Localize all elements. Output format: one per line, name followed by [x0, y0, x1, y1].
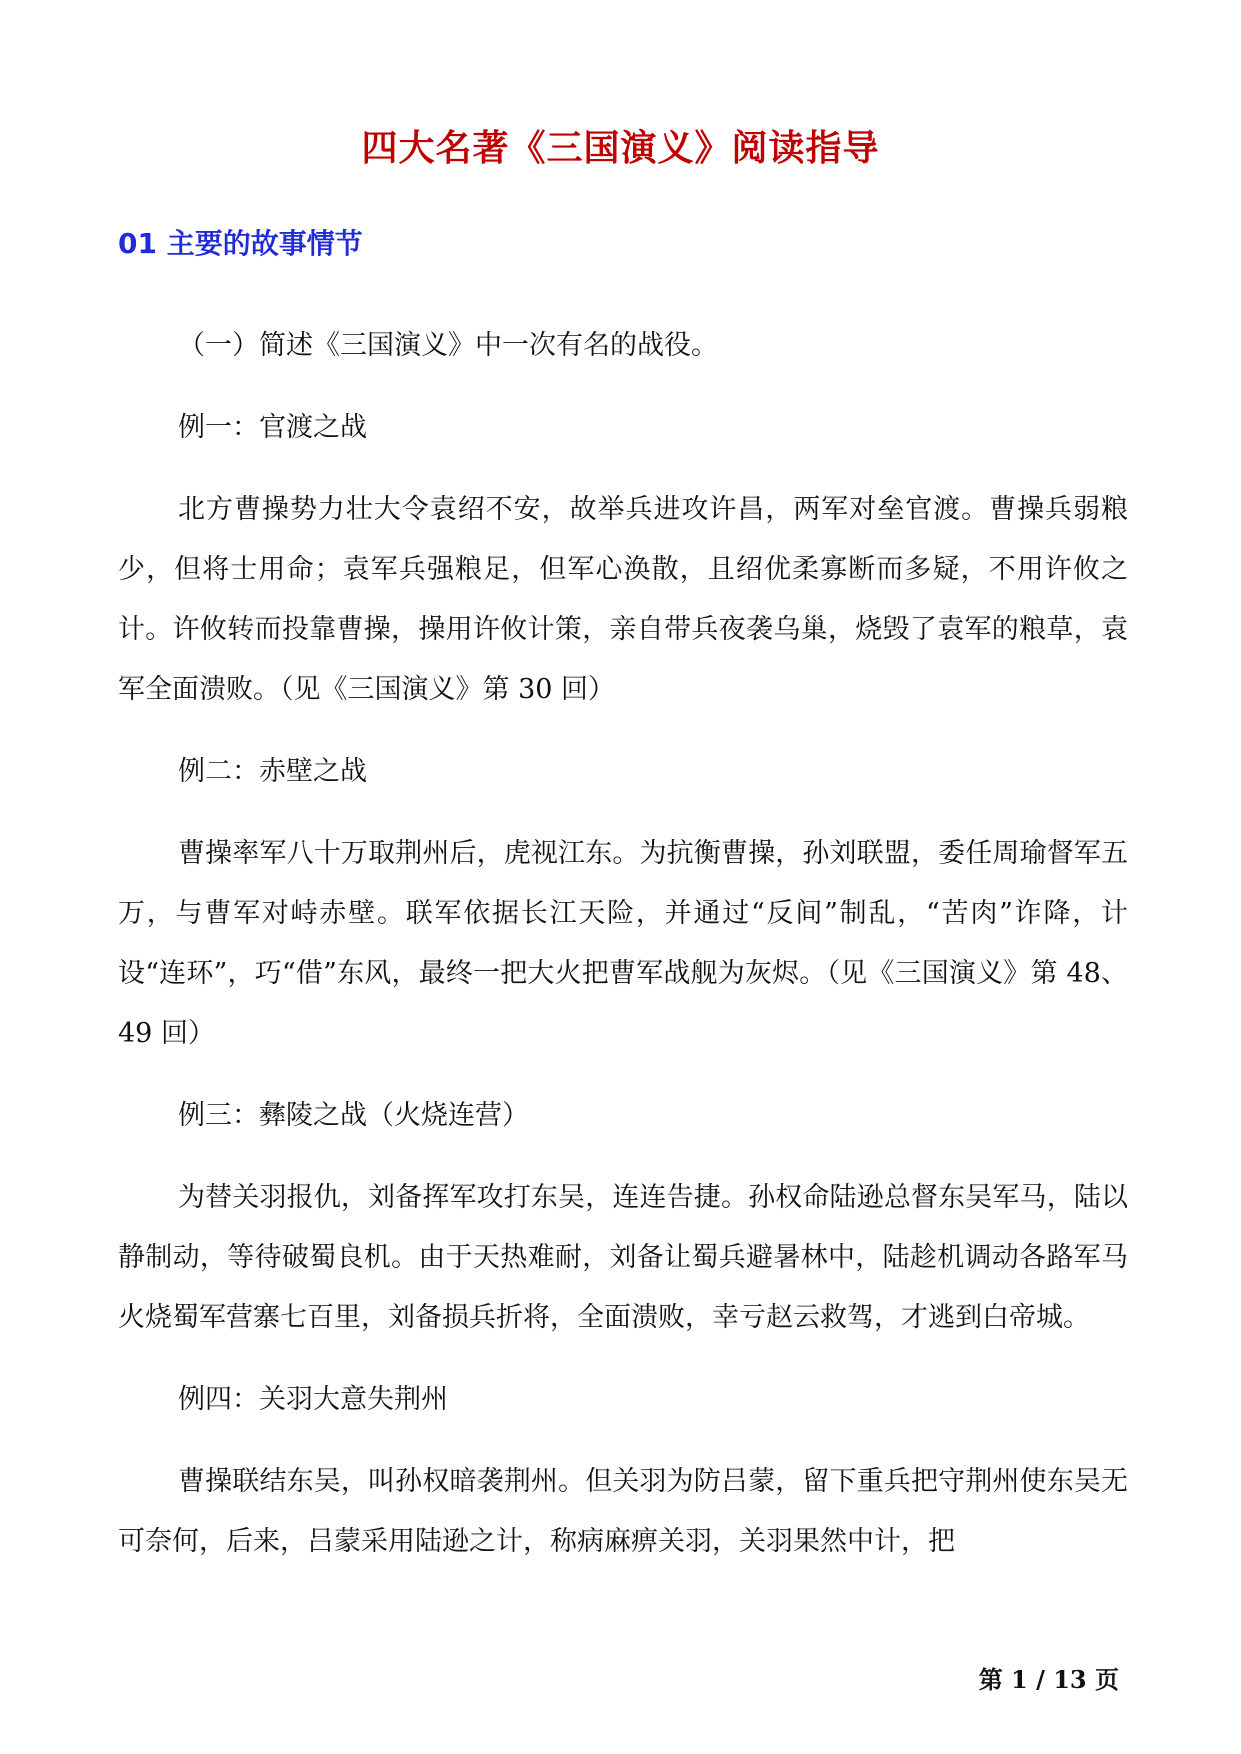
paragraph-example-heading: 例一：官渡之战 [178, 412, 367, 443]
paragraph-example-heading: 例四：关羽大意失荆州 [178, 1384, 448, 1415]
section-heading: 01 主要的故事情节 [118, 227, 363, 260]
document-title: 四大名著《三国演义》阅读指导 [361, 128, 880, 169]
page-number: 第 1 / 13 页 [978, 1665, 1119, 1694]
paragraph-example-heading: 例二：赤壁之战 [178, 756, 367, 787]
document-body [118, 316, 1128, 1594]
paragraph-intro: （一）简述《三国演义》中一次有名的战役。 [178, 330, 718, 361]
paragraph-body: 北方曹操势力壮大令袁绍不安，故举兵进攻许昌，两军对垒官渡。曹操兵弱粮少，但将士用命；袁军兵强粮足，但军心涣散，且绍优柔寡断而多疑，不用许攸之计。许攸转而投靠曹操，操用许攸计策，亲自带兵夜袭乌巢，烧毁了袁军的粮草，袁军全面溃败。（见《三国演义》第 30 回） [118, 494, 1128, 705]
paragraph-body: 曹操率军八十万取荆州后，虎视江东。为抗衡曹操，孙刘联盟，委任周瑜督军五万，与曹军对峙赤壁。联军依据长江天险，并通过“反间”制乱，“苦肉”诈降，计设“连环”，巧“借”东风，最终一把大火把曹军战舰为灰烬。（见《三国演义》第 48、49 回） [118, 838, 1128, 1049]
paragraph-body: 为替关羽报仇，刘备挥军攻打东吴，连连告捷。孙权命陆逊总督东吴军马，陆以静制动，等待破蜀良机。由于天热难耐，刘备让蜀兵避暑林中，陆趁机调动各路军马火烧蜀军营寨七百里，刘备损兵折将，全面溃败，幸亏赵云救驾，才逃到白帝城。 [118, 1182, 1128, 1333]
paragraph-body: 曹操联结东吴，叫孙权暗袭荆州。但关羽为防吕蒙，留下重兵把守荆州使东吴无可奈何，后来，吕蒙采用陆逊之计，称病麻痹关羽，关羽果然中计，把 [118, 1466, 1128, 1557]
paragraph-example-heading: 例三：彝陵之战（火烧连营） [178, 1100, 529, 1131]
